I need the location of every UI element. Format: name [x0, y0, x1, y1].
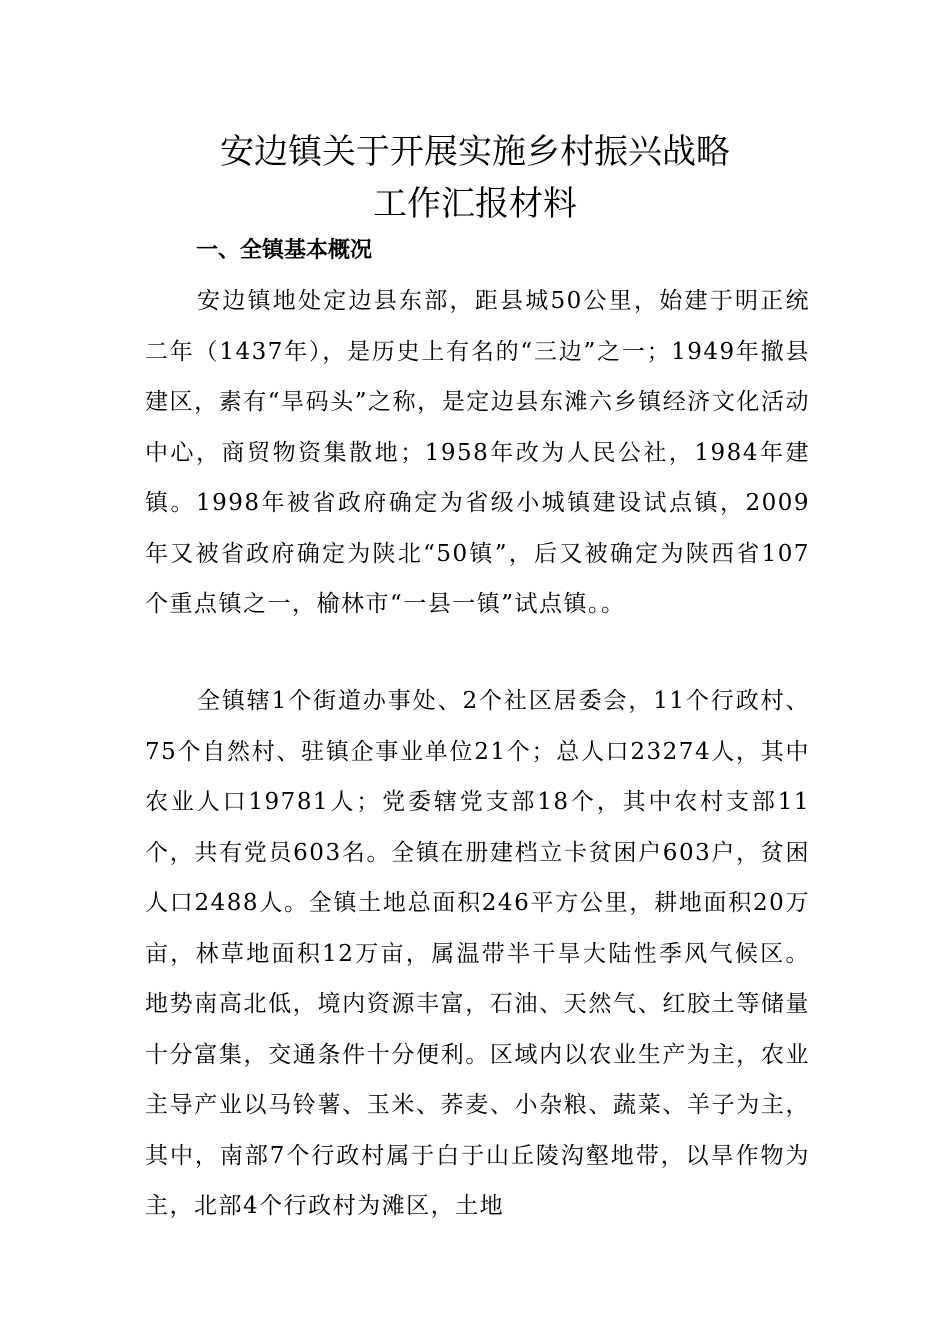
section-heading: 一、全镇基本概况 — [196, 238, 373, 263]
paragraph-overview-population: 全镇辖1个街道办事处、2个社区居委会，11个行政村、75个自然村、驻镇企事业单位21个；总人口23274人，其中农业人口19781人；党委辖党支部18个，其中农村支部11个，共有党员603名。全镇在册建档立卡贫困户603户，贫困人口2488人。全镇土地总面积246平方公里，耕地面积20万亩，林草地面积12万亩，属温带半干旱大陆性季风气候区。地势南高北低，境内资源丰富，石油、天然气、红胶土等储量十分富集，交通条件十分便利。区域内以农业生产为主，农业主导产业以马铃薯、玉米、荞麦、小杂粮、蔬菜、羊子为主，其中，南部7个行政村属于白于山丘陵沟壑地带，以旱作物为主，北部4个行政村为滩区，土地 — [145, 688, 810, 1219]
document-title-line-1: 安边镇关于开展实施乡村振兴战略 — [220, 132, 730, 172]
paragraph-overview-history: 安边镇地处定边县东部，距县城50公里，始建于明正统二年（1437年），是历史上有名的“三边”之一；1949年撤县建区，素有“旱码头”之称，是定边县东滩六乡镇经济文化活动中心，商贸物资集散地；1958年改为人民公社，1984年建镇。1998年被省政府确定为省级小城镇建设试点镇，2009年又被省政府确定为陕北“50镇”，后又被确定为陕西省107个重点镇之一，榆林市“一县一镇”试点镇。。 — [145, 288, 810, 617]
document-title-line-2: 工作汇报材料 — [373, 184, 577, 224]
